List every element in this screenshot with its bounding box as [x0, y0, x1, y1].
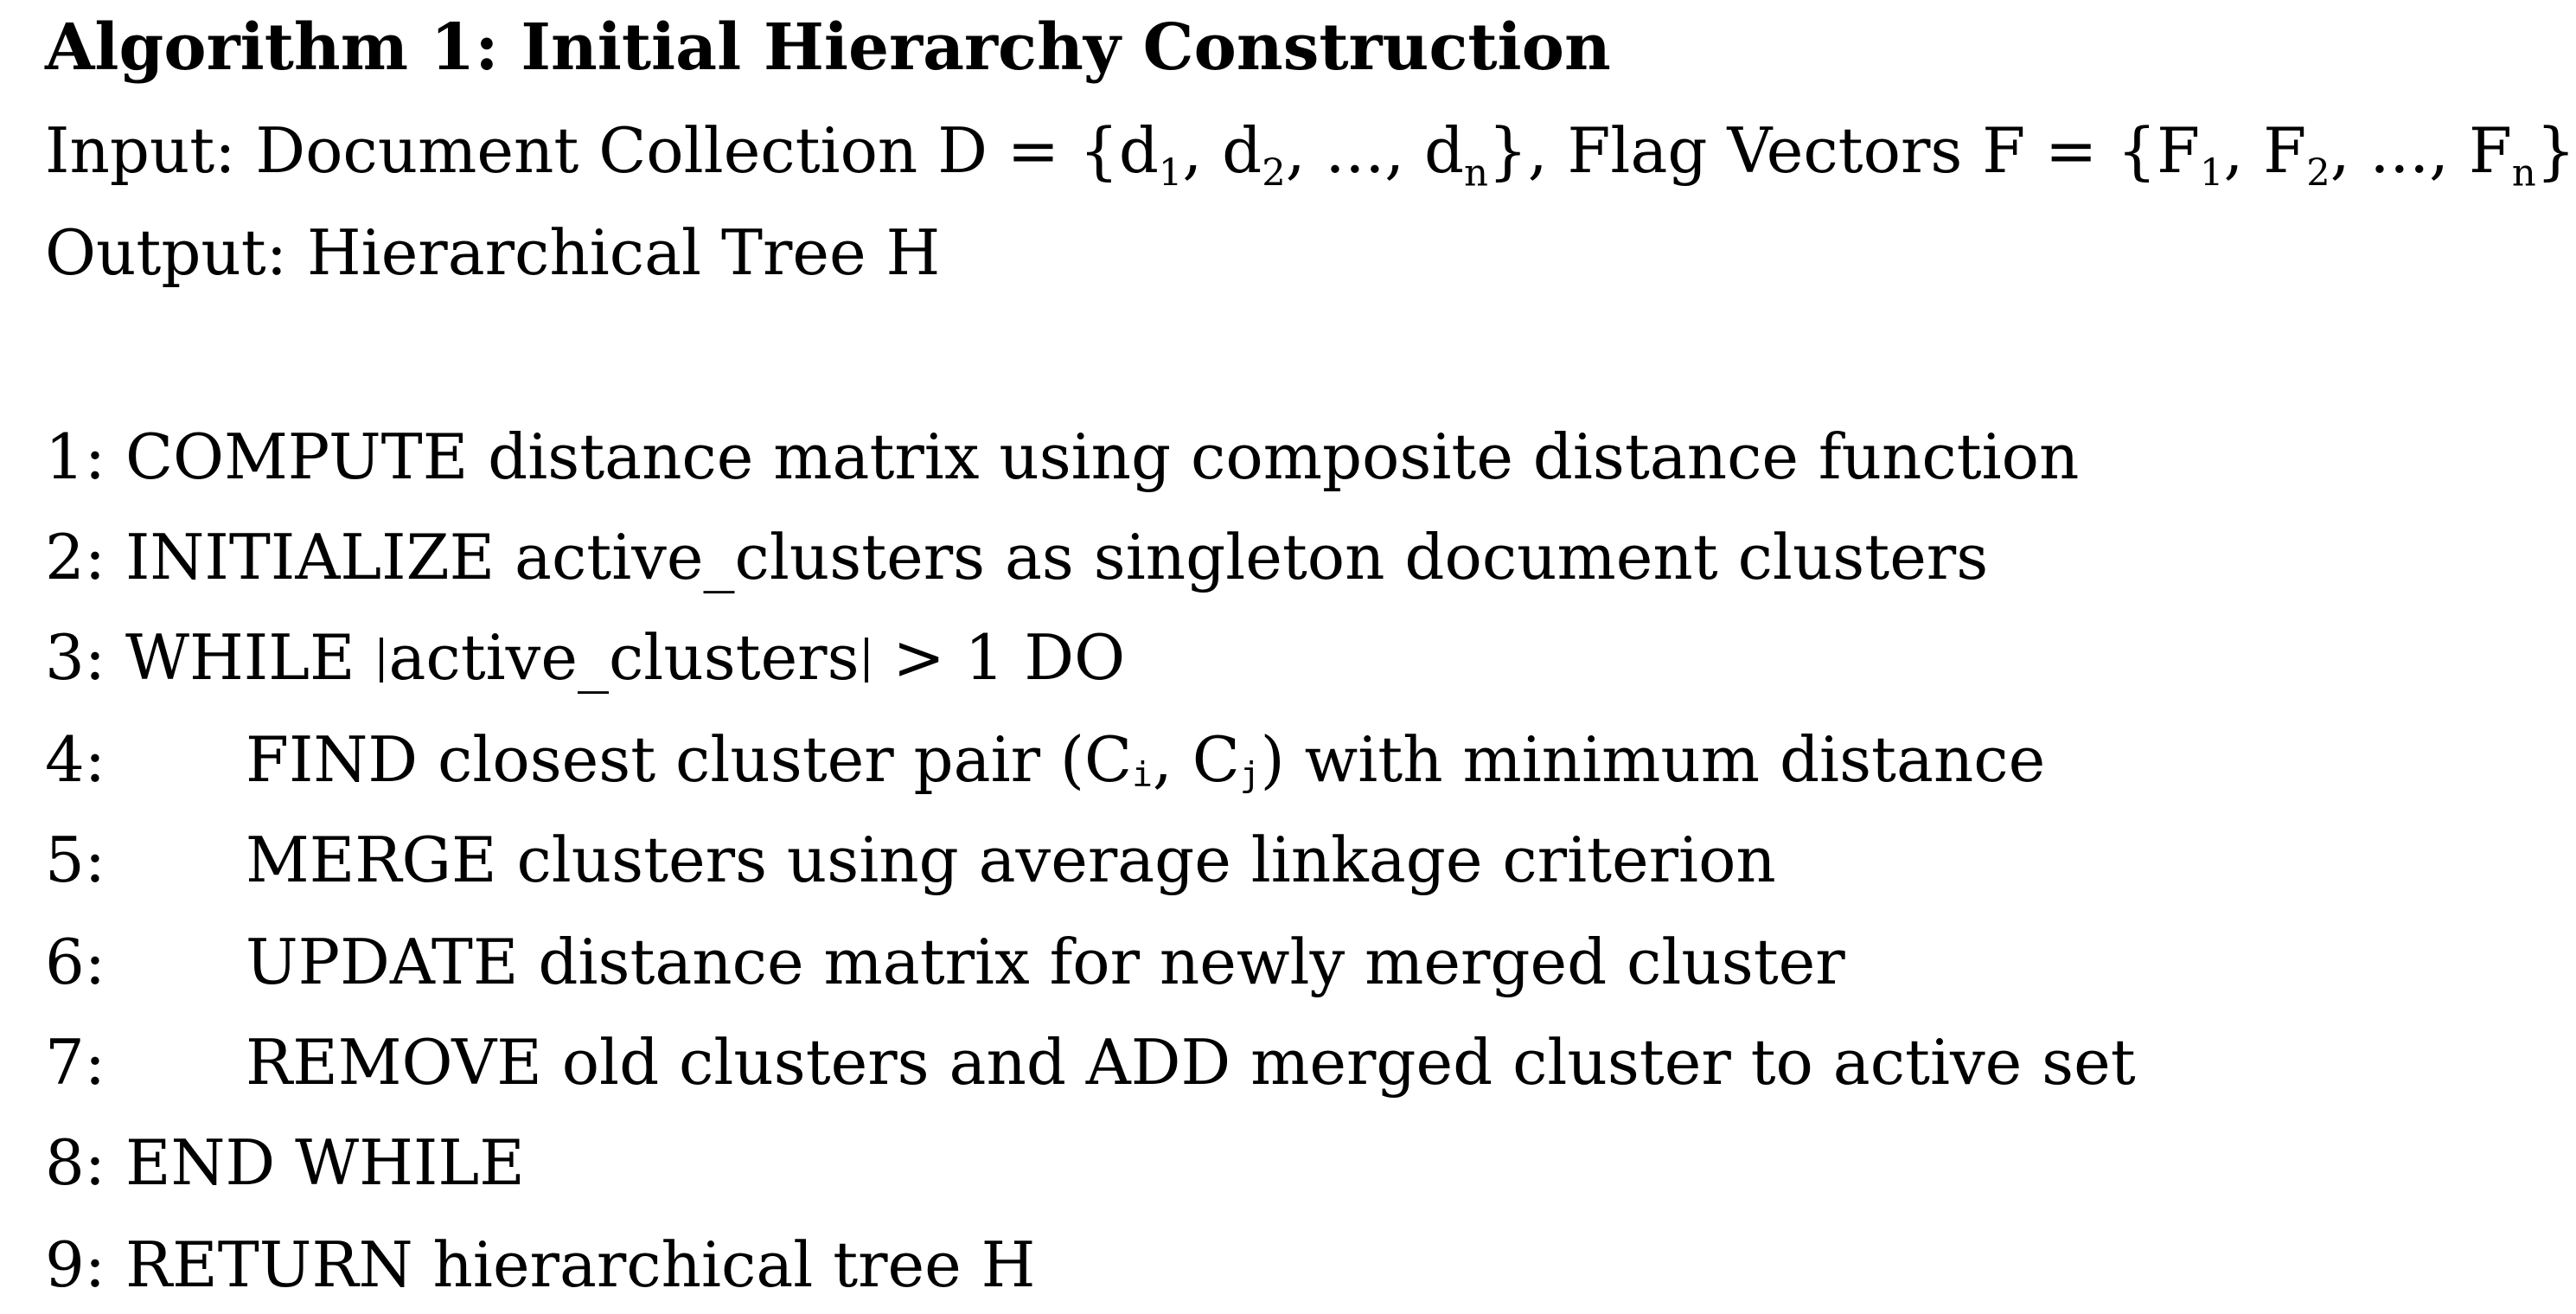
step-8: [45, 1126, 525, 1199]
input-f-sub-1: 1: [2200, 151, 2224, 195]
input-mid: }, Flag Vectors F = {F: [1487, 114, 2201, 187]
step-text-pre: WHILE: [125, 621, 355, 694]
step-7: [45, 1026, 2136, 1099]
step-number: 3:: [45, 621, 106, 694]
input-d-sub-1: 1: [1158, 151, 1183, 195]
step-5: [45, 824, 1776, 896]
step-text: RETURN hierarchical tree H: [125, 1228, 1036, 1301]
step-text: MERGE clusters using average linkage criterion: [246, 824, 1776, 896]
step-6: [45, 926, 1845, 998]
input-sep-3: , F: [2223, 114, 2307, 187]
algorithm-title: Algorithm 1: Initial Hierarchy Construction: [45, 10, 1611, 85]
input-suffix: }: [2535, 114, 2576, 187]
step-number: 2:: [45, 521, 106, 593]
cardinality-bar-left: [380, 638, 383, 683]
subscript-i: i: [1132, 754, 1153, 795]
step-3: [45, 621, 1126, 694]
step-number: 5:: [45, 824, 106, 896]
step-number: 8:: [45, 1126, 106, 1199]
input-sep-2: , ..., d: [1285, 114, 1465, 187]
step-text: END WHILE: [125, 1126, 525, 1199]
algorithm-output: Output: Hierarchical Tree H: [45, 216, 941, 289]
cardinality-bar-right: [865, 638, 868, 683]
step-4: [45, 723, 2046, 796]
step-number: 6:: [45, 926, 106, 998]
step-text: REMOVE old clusters and ADD merged cluster to active set: [246, 1026, 2136, 1099]
step-text: UPDATE distance matrix for newly merged cluster: [246, 926, 1845, 998]
algorithm-input: [45, 114, 2576, 195]
step-text-mid: active_clusters: [388, 621, 860, 694]
step-number: 9:: [45, 1228, 106, 1301]
step-number: 4:: [45, 723, 106, 796]
step-text: INITIALIZE active_clusters as singleton document clusters: [125, 521, 1989, 593]
input-sep-4: , ..., F: [2330, 114, 2512, 187]
step-text: COMPUTE distance matrix using composite distance function: [125, 420, 2080, 493]
step-text-comma: , C: [1152, 723, 1240, 796]
step-text-post: ) with minimum distance: [1260, 723, 2046, 796]
step-number: 1:: [45, 420, 106, 493]
step-text-post: > 1 DO: [892, 621, 1126, 694]
step-1: [45, 420, 2080, 493]
step-text-pre: FIND closest cluster pair (C: [246, 723, 1133, 796]
step-number: 7:: [45, 1026, 106, 1099]
input-prefix: Input: Document Collection D = {d: [45, 114, 1159, 187]
input-f-sub-n: n: [2511, 151, 2536, 195]
step-2: [45, 521, 1989, 593]
input-sep-1: , d: [1182, 114, 1262, 187]
input-f-sub-2: 2: [2306, 151, 2330, 195]
input-d-sub-2: 2: [1262, 151, 1286, 195]
step-9: [45, 1228, 1036, 1301]
subscript-j: j: [1239, 754, 1261, 795]
input-d-sub-n: n: [1464, 151, 1488, 195]
